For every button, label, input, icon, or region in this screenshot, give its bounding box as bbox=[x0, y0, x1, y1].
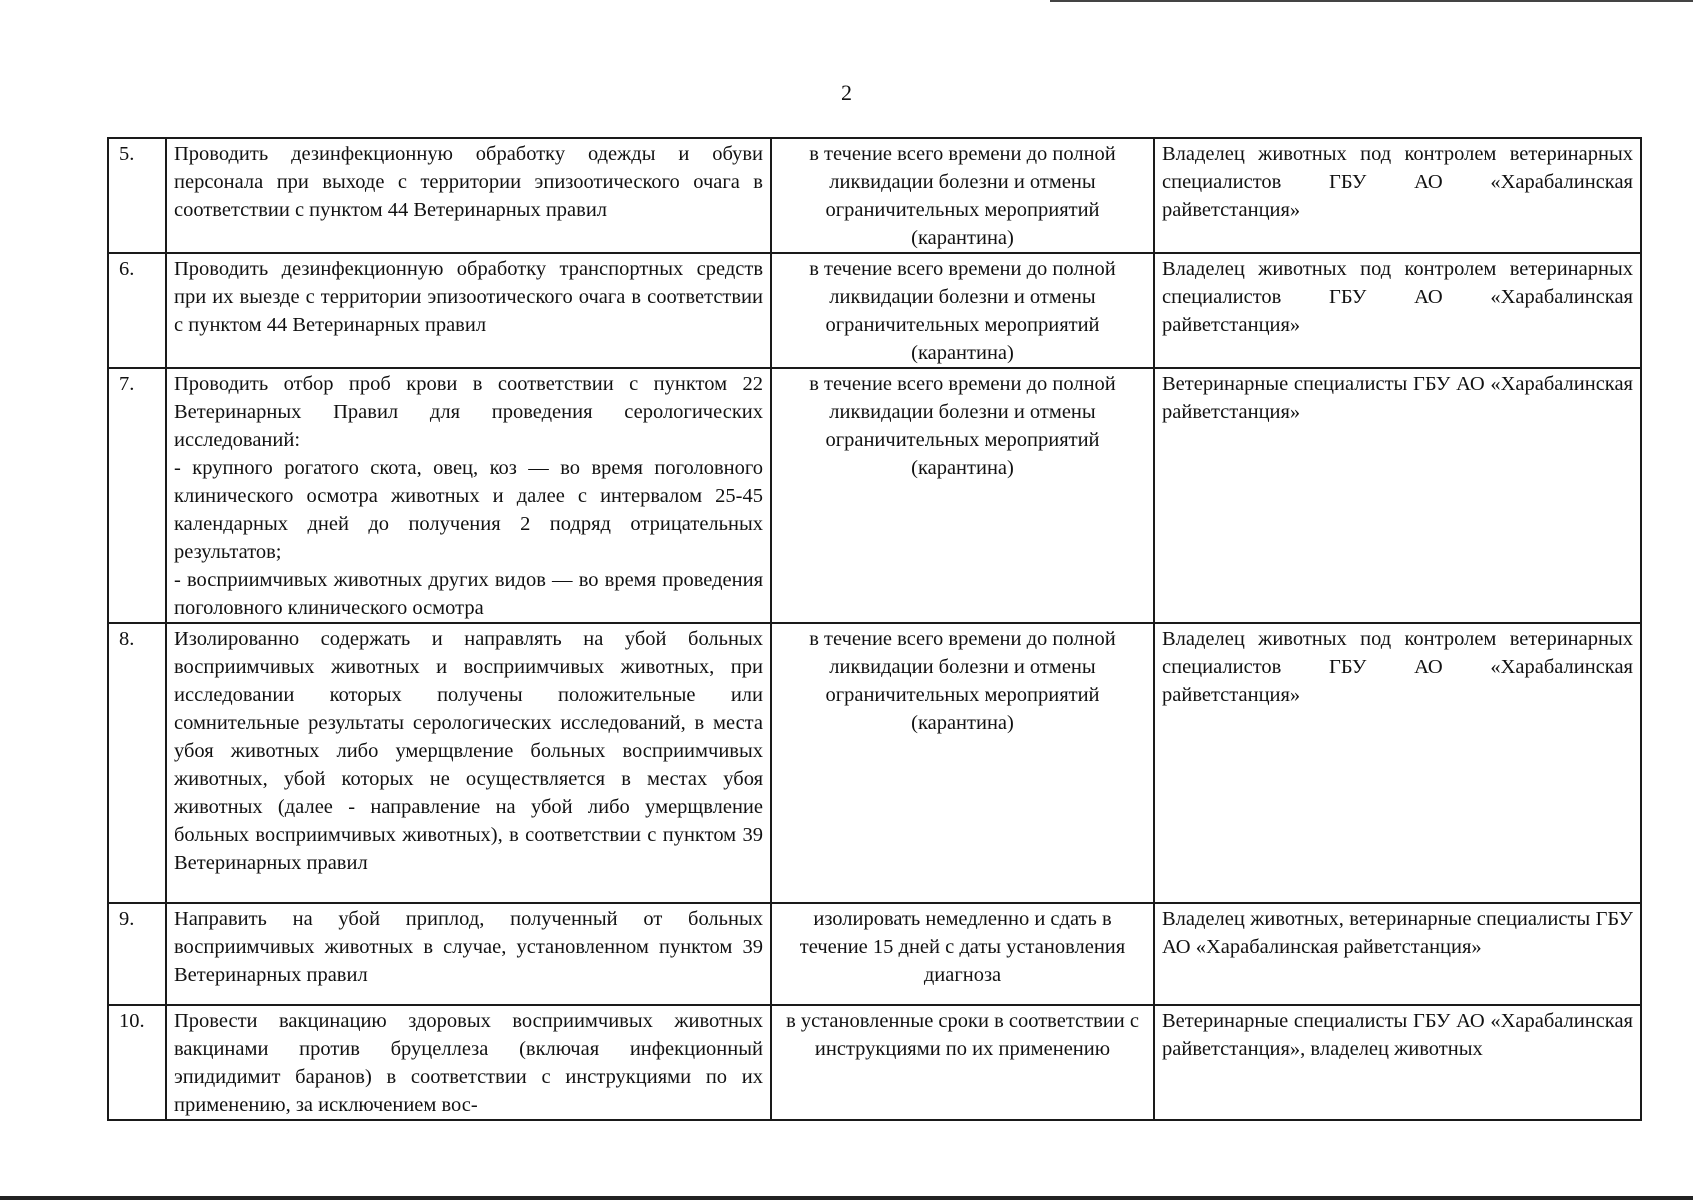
measure-paragraph: Направить на убой приплод, полученный от больных восприимчивых животных в случае, установленном пунктом 39 Ветеринарных правил bbox=[174, 908, 763, 986]
responsible-text: Ветеринарные специалисты ГБУ АО «Харабалинская райветстанция» bbox=[1154, 368, 1641, 623]
page-number: 2 bbox=[841, 80, 852, 105]
row-number: 6. bbox=[108, 253, 166, 368]
measure-text bbox=[166, 623, 771, 903]
row-number: 9. bbox=[108, 903, 166, 1005]
row-number: 7. bbox=[108, 368, 166, 623]
measure-text bbox=[166, 368, 771, 623]
measure-text bbox=[166, 138, 771, 253]
table-row-8 bbox=[108, 623, 1641, 903]
term-text: в установленные сроки в соответствии с инструкциями по их применению bbox=[771, 1005, 1154, 1120]
measure-paragraph: Проводить дезинфекционную обработку одежды и обуви персонала при выходе с территории эпизоотического очага в соответствии с пунктом 44 Ветеринарных правил bbox=[174, 143, 763, 221]
measure-text bbox=[166, 253, 771, 368]
measures-table bbox=[107, 137, 1642, 1121]
measure-paragraph: - восприимчивых животных других видов — во время проведения поголовного клинического осмотра bbox=[174, 569, 763, 619]
row-number: 10. bbox=[108, 1005, 166, 1120]
measure-paragraph: Проводить отбор проб крови в соответствии с пунктом 22 Ветеринарных Правил для проведения серологических исследований: bbox=[174, 373, 763, 451]
term-text: в течение всего времени до полной ликвидации болезни и отмены ограничительных мероприятий (карантина) bbox=[771, 138, 1154, 253]
responsible-text: Владелец животных под контролем ветеринарных специалистов ГБУ АО «Харабалинская райветстанция» bbox=[1154, 253, 1641, 368]
row-number: 8. bbox=[108, 623, 166, 903]
table-row-7 bbox=[108, 368, 1641, 623]
table-row-6 bbox=[108, 253, 1641, 368]
measure-text bbox=[166, 1005, 771, 1120]
term-text: в течение всего времени до полной ликвидации болезни и отмены ограничительных мероприятий (карантина) bbox=[771, 368, 1154, 623]
measure-paragraph: Провести вакцинацию здоровых восприимчивых животных вакцинами против бруцеллеза (включая инфекционный эпидидимит баранов) в соответствии с инструкциями по их применению, за исключением вос- bbox=[174, 1010, 763, 1116]
term-text: в течение всего времени до полной ликвидации болезни и отмены ограничительных мероприятий (карантина) bbox=[771, 253, 1154, 368]
measure-paragraph: - крупного рогатого скота, овец, коз — во время поголовного клинического осмотра животных и далее с интервалом 25-45 календарных дней до получения 2 подряд отрицательных результатов; bbox=[174, 457, 763, 563]
measure-paragraph: Изолированно содержать и направлять на убой больных восприимчивых животных и восприимчивых животных, при исследовании которых получены положительные или сомнительные результаты серологических исследований, в места убоя животных либо умерщвление больных восприимчивых животных, убой которых не осуществляется в местах убоя животных (далее - направление на убой либо умерщвление больных восприимчивых животных), в соответствии с пунктом 39 Ветеринарных правил bbox=[174, 628, 763, 874]
term-text: изолировать немедленно и сдать в течение 15 дней с даты установления диагноза bbox=[771, 903, 1154, 1005]
row-number: 5. bbox=[108, 138, 166, 253]
table-row-9 bbox=[108, 903, 1641, 1005]
scan-edge-top bbox=[1050, 0, 1693, 2]
responsible-text: Владелец животных под контролем ветеринарных специалистов ГБУ АО «Харабалинская райветстанция» bbox=[1154, 138, 1641, 253]
scan-edge-bottom bbox=[0, 1196, 1693, 1200]
responsible-text: Ветеринарные специалисты ГБУ АО «Харабалинская райветстанция», владелец животных bbox=[1154, 1005, 1641, 1120]
measure-paragraph: Проводить дезинфекционную обработку транспортных средств при их выезде с территории эпизоотического очага в соответствии с пунктом 44 Ветеринарных правил bbox=[174, 258, 763, 336]
term-text: в течение всего времени до полной ликвидации болезни и отмены ограничительных мероприятий (карантина) bbox=[771, 623, 1154, 903]
responsible-text: Владелец животных под контролем ветеринарных специалистов ГБУ АО «Харабалинская райветстанция» bbox=[1154, 623, 1641, 903]
table-row-10 bbox=[108, 1005, 1641, 1120]
responsible-text: Владелец животных, ветеринарные специалисты ГБУ АО «Харабалинская райветстанция» bbox=[1154, 903, 1641, 1005]
measure-text bbox=[166, 903, 771, 1005]
table-row-5 bbox=[108, 138, 1641, 253]
